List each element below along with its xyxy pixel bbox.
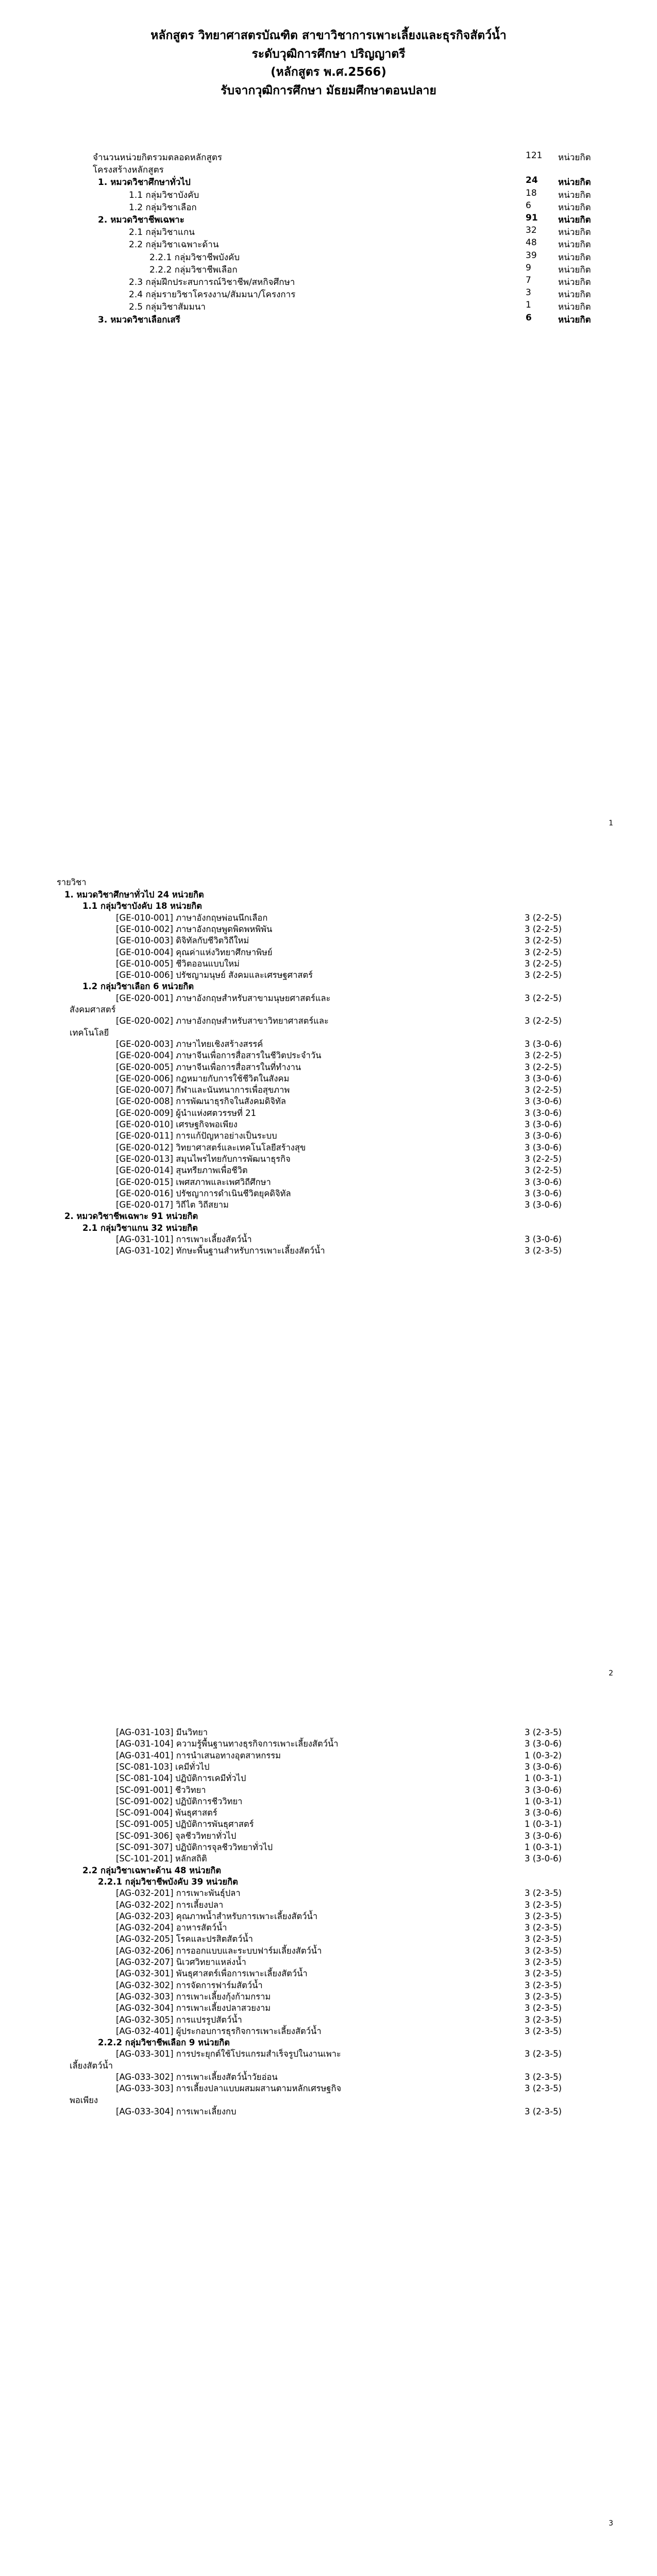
page-1 [0, 0, 657, 850]
course-credits: 3 (3-0-6) [525, 1096, 562, 1107]
course-title: [GE-020-010] เศรษฐกิจพอเพียง [116, 1120, 238, 1129]
section-heading: 2.1 กลุ่มวิชาแกน 32 หน่วยกิต [82, 1223, 198, 1233]
course-title: [GE-020-009] ผู้นำแห่งศตวรรษที่ 21 [116, 1108, 257, 1118]
course-title: [AG-033-304] การเพาะเลี้ยงกบ [116, 2106, 237, 2116]
course-title: [AG-033-303] การเลี้ยงปลาแบบผสมผสานตามหลักเศรษฐกิจ [116, 2083, 342, 2094]
course-title: [GE-020-012] วิทยาศาสตร์และเทคโนโลยีสร้างสุข [116, 1142, 306, 1153]
course-credits: 3 (2-2-5) [525, 936, 562, 946]
course-credits: 3 (2-3-5) [525, 1969, 562, 1979]
summary-value: 24 [526, 175, 538, 186]
summary-row [0, 175, 657, 188]
course-title: [SC-091-001] ชีววิทยา [116, 1785, 206, 1795]
course-title: [AG-032-301] พันธุศาสตร์เพื่อการเพาะเลี้ยงสัตว์น้ำ [116, 1969, 308, 1979]
course-title: [GE-010-004] คุณค่าแห่งวิทยาศึกษาพิษย์ [116, 947, 273, 957]
course-credits: 3 (3-0-6) [525, 1177, 562, 1187]
course-credits: 3 (3-0-6) [525, 1120, 562, 1129]
summary-unit: หน่วยกิต [558, 277, 591, 287]
course-title: [GE-010-003] ดิจิทัลกับชีวิตวิถีใหม่ [116, 936, 249, 946]
course-title: [SC-091-306] จุลชีววิทยาทั่วไป [116, 1831, 237, 1841]
course-title: [SC-081-103] เคมีทั่วไป [116, 1761, 210, 1772]
header-line-4: รับจากวุฒิการศึกษา มัธยมศึกษาตอนปลาย [221, 83, 436, 97]
summary-value: 121 [526, 150, 543, 161]
course-title: [AG-033-301] การประยุกต์ใช้โปรแกรมสำเร็จรูปในงานเพาะ [116, 2049, 341, 2059]
course-credits: 1 (0-3-1) [525, 1819, 562, 1829]
course-credits: 3 (2-2-5) [525, 958, 562, 969]
page-number: 3 [609, 2519, 613, 2528]
summary-row [0, 238, 657, 250]
summary-value: 3 [526, 287, 531, 298]
course-title: [SC-091-005] ปฏิบัติการพันธุศาสตร์ [116, 1819, 254, 1829]
course-credits: 3 (2-3-5) [525, 1945, 562, 1956]
section-heading: 2. หมวดวิชาชีพเฉพาะ 91 หน่วยกิต [64, 1211, 198, 1222]
course-title: [SC-091-004] พันธุศาสตร์ [116, 1808, 217, 1818]
course-title: [GE-020-001] ภาษาอังกฤษสำหรับสาขามนุษยศาสตร์และ [116, 993, 331, 1003]
course-credits: 3 (2-3-5) [525, 2106, 562, 2116]
course-credits: 3 (3-0-6) [525, 1073, 562, 1083]
section-heading: 2.2.1 กลุ่มวิชาชีพบังคับ 39 หน่วยกิต [98, 1876, 238, 1887]
summary-label: 1.2 กลุ่มวิชาเลือก [129, 202, 197, 213]
course-credits: 3 (3-0-6) [525, 1131, 562, 1141]
summary-unit: หน่วยกิต [558, 177, 591, 188]
course-credits: 3 (2-2-5) [525, 1085, 562, 1095]
summary-row [0, 225, 657, 238]
summary-value: 6 [526, 312, 532, 323]
summary-row [0, 163, 657, 175]
course-credits: 3 (2-2-5) [525, 924, 562, 934]
course-credits: 3 (2-2-5) [525, 1050, 562, 1061]
course-title-continued: เทคโนโลยี [70, 1027, 109, 1038]
course-credits: 1 (0-3-1) [525, 1796, 562, 1806]
course-title: [GE-020-015] เพศสภาพและเพศวิถีศึกษา [116, 1177, 271, 1187]
course-title: [AG-032-305] การแปรรูปสัตว์น้ำ [116, 2014, 242, 2025]
summary-unit: หน่วยกิต [558, 302, 591, 313]
course-credits: 1 (0-3-1) [525, 1773, 562, 1784]
course-title: [GE-020-005] ภาษาจีนเพื่อการสื่อสารในที่ทำงาน [116, 1062, 301, 1072]
summary-unit: หน่วยกิต [558, 152, 591, 163]
course-list-label: รายวิชา [57, 877, 87, 887]
curriculum-header [0, 27, 657, 100]
course-title: [AG-032-201] การเพาะพันธุ์ปลา [116, 1888, 241, 1899]
course-title: [AG-032-302] การจัดการฟาร์มสัตว์น้ำ [116, 1980, 263, 1990]
course-credits: 3 (2-2-5) [525, 1062, 562, 1072]
summary-unit: หน่วยกิต [558, 290, 591, 300]
course-title: [GE-020-008] การพัฒนาธุรกิจในสังคมดิจิทัล [116, 1096, 287, 1107]
course-title: [SC-091-307] ปฏิบัติการจุลชีววิทยาทั่วไป [116, 1842, 273, 1852]
summary-label: 2.3 กลุ่มฝึกประสบการณ์วิชาชีพ/สหกิจศึกษา [129, 277, 295, 287]
summary-label: 2.2.2 กลุ่มวิชาชีพเลือก [149, 264, 238, 275]
summary-row [0, 150, 657, 163]
course-title-continued: เลี้ยงสัตว์น้ำ [70, 2060, 113, 2071]
summary-row [0, 300, 657, 312]
summary-value: 9 [526, 262, 531, 273]
course-credits: 3 (2-3-5) [525, 1911, 562, 1921]
course-credits: 3 (2-3-5) [525, 1900, 562, 1910]
summary-unit: หน่วยกิต [558, 264, 591, 275]
page-4 [0, 2550, 657, 2576]
header-line-1: หลักสูตร วิทยาศาสตรบัณฑิต สาขาวิชาการเพาะเลี้ยงและธุรกิจสัตว์น้ำ [150, 29, 507, 42]
summary-value: 91 [526, 213, 538, 223]
course-credits: 3 (2-3-5) [525, 2049, 562, 2059]
course-credits: 3 (3-0-6) [525, 1200, 562, 1210]
course-credits: 3 (2-3-5) [525, 1888, 562, 1899]
course-title: [AG-031-401] การนำเสนอทางอุตสาหกรรม [116, 1750, 281, 1760]
course-title: [GE-020-013] สมุนไพรไทยกับการพัฒนาธุรกิจ [116, 1154, 291, 1164]
summary-unit: หน่วยกิต [558, 252, 591, 263]
course-credits: 3 (2-2-5) [525, 1016, 562, 1026]
summary-row [0, 250, 657, 263]
section-heading: 2.2.2 กลุ่มวิชาชีพเลือก 9 หน่วยกิต [98, 2038, 230, 2048]
course-credits: 3 (3-0-6) [525, 1761, 562, 1772]
summary-unit: หน่วยกิต [558, 227, 591, 238]
summary-label: 2. หมวดวิชาชีพเฉพาะ [98, 215, 184, 225]
course-credits: 3 (2-2-5) [525, 1154, 562, 1164]
header-line-3: (หลักสูตร พ.ศ.2566) [271, 65, 386, 79]
course-title: [GE-020-006] กฎหมายกับการใช้ชีวิตในสังคม [116, 1073, 290, 1083]
summary-label: 1. หมวดวิชาศึกษาทั่วไป [98, 177, 191, 188]
course-title: [AG-031-102] ทักษะพื้นฐานสำหรับการเพาะเลี้ยงสัตว์น้ำ [116, 1246, 325, 1256]
page-number: 2 [609, 1669, 613, 1677]
course-title: [AG-032-304] การเพาะเลี้ยงปลาสวยงาม [116, 2003, 271, 2013]
header-line-2: ระดับวุฒิการศึกษา ปริญญาตรี [251, 47, 406, 61]
page-2 [0, 850, 657, 1700]
summary-row [0, 313, 657, 325]
course-credits: 3 (3-0-6) [525, 1234, 562, 1244]
course-title: [GE-010-002] ภาษาอังกฤษพูดพิดพหพิพัน [116, 924, 273, 934]
summary-unit: หน่วยกิต [558, 314, 591, 325]
course-credits: 3 (2-3-5) [525, 1934, 562, 1944]
course-credits: 3 (2-3-5) [525, 1923, 562, 1933]
course-credits: 3 (3-0-6) [525, 1739, 562, 1749]
course-title: [AG-033-302] การเพาะเลี้ยงสัตว์น้ำวัยอ่อน [116, 2072, 278, 2082]
course-title-continued: สังคมศาสตร์ [70, 1005, 116, 1014]
course-credits: 3 (2-2-5) [525, 993, 562, 1003]
course-title: [GE-020-016] ปรัชญาการดำเนินชีวิตยุคดิจิทัล [116, 1188, 291, 1198]
course-title: [AG-032-202] การเลี้ยงปลา [116, 1900, 224, 1910]
summary-label: 2.1 กลุ่มวิชาแกน [129, 227, 195, 238]
summary-unit: หน่วยกิต [558, 202, 591, 213]
summary-value: 7 [526, 275, 531, 285]
summary-value: 39 [526, 250, 537, 261]
summary-row [0, 263, 657, 275]
section-heading: 2.2 กลุ่มวิชาเฉพาะด้าน 48 หน่วยกิต [82, 1865, 222, 1875]
course-title: [GE-020-002] ภาษาอังกฤษสำหรับสาขาวิทยาศาสตร์และ [116, 1016, 329, 1026]
course-title: [GE-020-017] วิถีไต วิถีสยาม [116, 1200, 229, 1210]
course-credits: 3 (2-3-5) [525, 1957, 562, 1967]
course-credits: 3 (2-2-5) [525, 970, 562, 980]
summary-row [0, 200, 657, 213]
course-credits: 3 (2-2-5) [525, 1165, 562, 1176]
section-heading: 1.2 กลุ่มวิชาเลือก 6 หน่วยกิต [82, 981, 194, 992]
course-title: [GE-010-006] ปรัชญามนุษย์ สังคมและเศรษฐศาสตร์ [116, 970, 313, 980]
course-title: [AG-032-205] โรคและปรสิตสัตว์น้ำ [116, 1934, 253, 1944]
summary-value: 1 [526, 300, 531, 311]
course-credits: 3 (3-0-6) [525, 1854, 562, 1864]
summary-label: จำนวนหน่วยกิตรวมตลอดหลักสูตร [93, 152, 223, 163]
course-title: [SC-091-002] ปฏิบัติการชีววิทยา [116, 1796, 243, 1806]
course-title: [AG-031-101] การเพาะเลี้ยงสัตว์น้ำ [116, 1234, 252, 1244]
page-3 [0, 1700, 657, 2550]
summary-label: 2.5 กลุ่มวิชาสัมมนา [129, 302, 206, 313]
course-title: [AG-031-103] มีนวิทยา [116, 1727, 208, 1737]
course-title: [SC-081-104] ปฏิบัติการเคมีทั่วไป [116, 1773, 246, 1784]
summary-row [0, 287, 657, 300]
summary-label: 2.2 กลุ่มวิชาเฉพาะด้าน [129, 240, 219, 250]
course-credits: 3 (3-0-6) [525, 1039, 562, 1049]
course-credits: 3 (2-3-5) [525, 2003, 562, 2013]
summary-row [0, 275, 657, 287]
summary-value: 6 [526, 200, 531, 211]
summary-value: 18 [526, 188, 537, 198]
section-heading: 1. หมวดวิชาศึกษาทั่วไป 24 หน่วยกิต [64, 890, 204, 900]
course-title: [GE-010-005] ชีวิตออนแบบใหม่ [116, 958, 240, 969]
summary-unit: หน่วยกิต [558, 240, 591, 250]
course-credits: 3 (2-2-5) [525, 947, 562, 957]
summary-label: 1.1 กลุ่มวิชาบังคับ [129, 190, 199, 200]
course-credits: 3 (2-3-5) [525, 1727, 562, 1737]
course-title: [AG-032-207] นิเวศวิทยาแหล่งน้ำ [116, 1957, 246, 1967]
page-number: 1 [609, 819, 613, 827]
course-credits: 3 (3-0-6) [525, 1188, 562, 1198]
summary-label: โครงสร้างหลักสูตร [93, 165, 164, 176]
course-title: [GE-020-014] สุนทรียภาพเพื่อชีวิต [116, 1165, 248, 1176]
summary-row [0, 213, 657, 225]
course-title: [GE-020-004] ภาษาจีนเพื่อการสื่อสารในชีวิตประจำวัน [116, 1050, 322, 1061]
course-title: [AG-032-303] การเพาะเลี้ยงกุ้งก้ามกราม [116, 1991, 271, 2002]
course-title: [AG-032-206] การออกแบบและระบบฟาร์มเลี้ยงสัตว์น้ำ [116, 1945, 322, 1956]
course-title: [AG-032-203] คุณภาพน้ำสำหรับการเพาะเลี้ยงสัตว์น้ำ [116, 1911, 318, 1921]
course-credits: 3 (3-0-6) [525, 1142, 562, 1153]
summary-unit: หน่วยกิต [558, 190, 591, 200]
course-credits: 3 (2-2-5) [525, 912, 562, 923]
course-title: [AG-032-204] อาหารสัตว์น้ำ [116, 1923, 227, 1933]
course-credits: 3 (2-3-5) [525, 2026, 562, 2036]
course-title: [GE-020-011] การแก้ปัญหาอย่างเป็นระบบ [116, 1131, 277, 1141]
summary-value: 32 [526, 225, 537, 236]
course-credits: 3 (3-0-6) [525, 1785, 562, 1795]
course-credits: 1 (0-3-2) [525, 1750, 562, 1760]
course-title-continued: พอเพียง [70, 2095, 98, 2105]
course-title: [SC-101-201] หลักสถิติ [116, 1854, 207, 1864]
summary-value: 48 [526, 238, 537, 248]
course-title: [AG-032-401] ผู้ประกอบการธุรกิจการเพาะเลี้ยงสัตว์น้ำ [116, 2026, 322, 2036]
section-heading: 1.1 กลุ่มวิชาบังคับ 18 หน่วยกิต [82, 901, 202, 911]
course-credits: 3 (2-3-5) [525, 1246, 562, 1256]
course-credits: 3 (2-3-5) [525, 1980, 562, 1990]
course-credits: 3 (2-3-5) [525, 2014, 562, 2025]
course-credits: 3 (3-0-6) [525, 1831, 562, 1841]
course-credits: 3 (3-0-6) [525, 1808, 562, 1818]
course-credits: 1 (0-3-1) [525, 1842, 562, 1852]
summary-label: 2.2.1 กลุ่มวิชาชีพบังคับ [149, 252, 240, 263]
course-title: [AG-031-104] ความรู้พื้นฐานทางธุรกิจการเพาะเลี้ยงสัตว์น้ำ [116, 1739, 339, 1749]
course-title: [GE-020-007] กีฬาและนันทนาการเพื่อสุขภาพ [116, 1085, 290, 1095]
summary-row [0, 188, 657, 200]
summary-unit: หน่วยกิต [558, 215, 591, 225]
course-credits: 3 (2-3-5) [525, 2072, 562, 2082]
course-credits: 3 (3-0-6) [525, 1108, 562, 1118]
summary-label: 2.4 กลุ่มรายวิชาโครงงาน/สัมมนา/โครงการ [129, 290, 296, 300]
course-credits: 3 (2-3-5) [525, 2083, 562, 2094]
course-title: [GE-020-003] ภาษาไทยเชิงสร้างสรรค์ [116, 1039, 263, 1049]
summary-label: 3. หมวดวิชาเลือกเสรี [98, 314, 180, 325]
course-title: [GE-010-001] ภาษาอังกฤษพ่อนนึกเลือก [116, 912, 268, 923]
course-credits: 3 (2-3-5) [525, 1991, 562, 2002]
